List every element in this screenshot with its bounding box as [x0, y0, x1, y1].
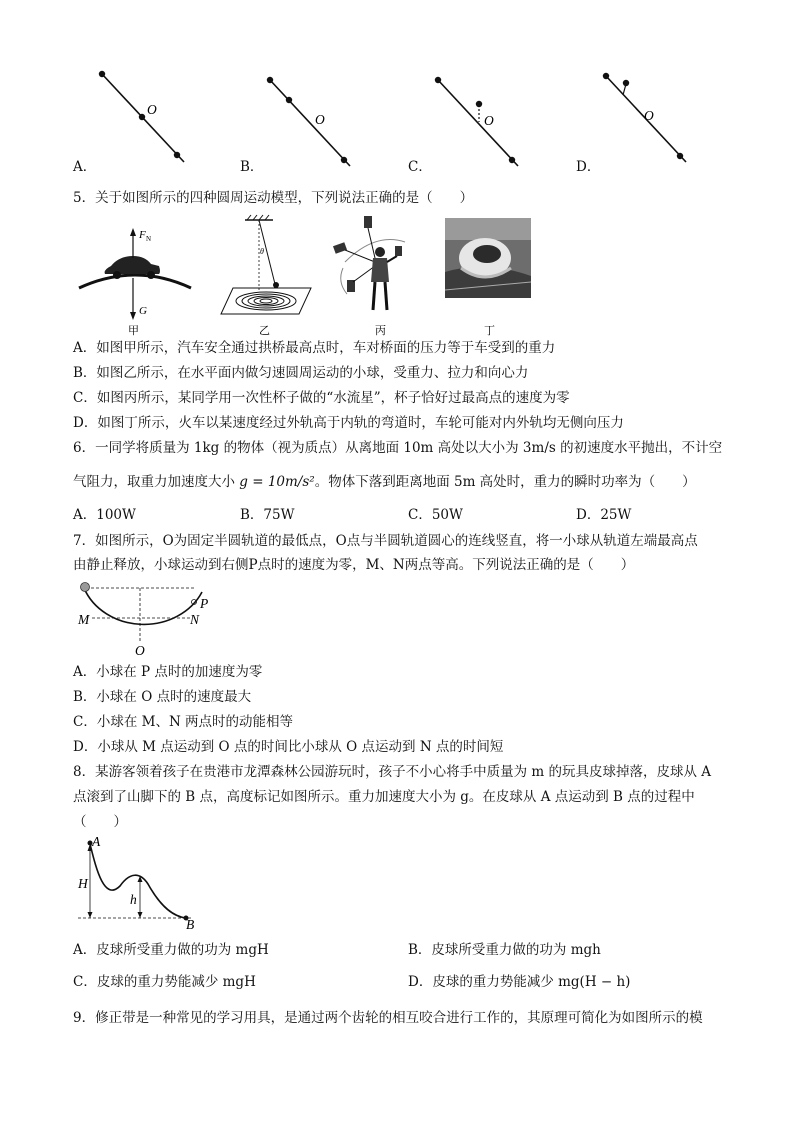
q5-figure-bing [333, 216, 405, 337]
q4-figure-a [99, 71, 184, 162]
q8-option-c: C．皮球的重力势能减少 mgH [73, 974, 256, 990]
q5-figures [75, 212, 545, 338]
q4-figure-c [435, 77, 518, 166]
q4-figure-d [603, 73, 686, 162]
svg-text:O: O [644, 108, 654, 123]
q5-option-c: C．如图丙所示，某同学用一次性杯子做的“水流星”，杯子恰好过最高点的速度为零 [73, 390, 570, 406]
svg-text:甲: 甲 [128, 325, 139, 337]
q8-option-d: D．皮球的重力势能减少 mg(H − h) [408, 974, 631, 990]
q7-option-b: B．小球在 O 点时的速度最大 [73, 689, 252, 705]
q5-figure-yi [221, 215, 311, 337]
q6-line-2-a: 气阻力，取重力加速度大小 [73, 474, 240, 490]
svg-text:乙: 乙 [259, 325, 270, 337]
q8-option-a: A．皮球所受重力做的功为 mgH [73, 942, 269, 958]
svg-text:H: H [78, 876, 88, 891]
q6-option-c: C．50W [408, 507, 463, 523]
q4-option-c-label: C． [408, 159, 432, 175]
svg-text:A: A [92, 834, 101, 849]
q8-line-1: 8．某游客领着孩子在贵港市龙潭森林公园游玩时，孩子不小心将手中质量为 m 的玩具皮球掉落，皮球从 A [73, 764, 712, 780]
q4-option-b-label: B． [240, 159, 264, 175]
q5-figure-ding [445, 218, 531, 337]
svg-text:O: O [484, 113, 494, 128]
q4-option-d-label: D． [576, 159, 601, 175]
q6-formula: g = 10m/s² [239, 474, 315, 490]
q8-line-2: 点滚到了山脚下的 B 点，高度标记如图所示。重力加速度大小为 g。在皮球从 A 点运动到 B 点的过程中 [73, 789, 695, 805]
q7-option-a: A．小球在 P 点时的加速度为零 [73, 664, 263, 680]
q7-line-1: 7．如图所示，O为固定半圆轨道的最低点，O点与半圆轨道圆心的连线竖直，将一小球从轨道左端最高点 [73, 533, 698, 549]
q6-option-a: A．100W [73, 507, 136, 523]
q4-figure-b [267, 77, 350, 166]
q4-figures [60, 62, 740, 182]
q8-option-b: B．皮球所受重力做的功为 mgh [408, 942, 601, 958]
svg-text:F: F [139, 229, 146, 241]
q6-option-d: D．25W [576, 507, 632, 523]
q7-figure [74, 580, 224, 656]
svg-text:h: h [130, 892, 137, 907]
svg-text:O: O [315, 112, 325, 127]
q6-line-1: 6．一同学将质量为 1kg 的物体（视为质点）从离地面 10m 高处以大小为 3m/s 的初速度水平抛出，不计空 [73, 440, 723, 456]
q5-option-a: A．如图甲所示，汽车安全通过拱桥最高点时，车对桥面的压力等于车受到的重力 [73, 340, 556, 356]
svg-text:丙: 丙 [375, 325, 386, 337]
q6-line-2 [73, 472, 696, 492]
svg-text:丁: 丁 [484, 325, 495, 337]
svg-text:G: G [139, 305, 147, 317]
q8-line-3: （ ） [73, 814, 127, 830]
q5-option-b: B．如图乙所示，在水平面内做匀速圆周运动的小球，受重力、拉力和向心力 [73, 365, 529, 381]
svg-text:O: O [135, 643, 145, 656]
svg-text:P: P [200, 596, 209, 611]
q7-option-c: C．小球在 M、N 两点时的动能相等 [73, 714, 294, 730]
q8-figure [74, 832, 204, 932]
q6-option-b: B．75W [240, 507, 295, 523]
svg-text:N: N [190, 612, 200, 627]
svg-text:M: M [78, 612, 90, 627]
svg-text:B: B [186, 917, 195, 932]
q5-option-d: D．如图丁所示，火车以某速度经过外轨高于内轨的弯道时，车轮可能对内外轨均无侧向压力 [73, 415, 624, 431]
q5-figure-jia [79, 228, 191, 337]
q7-line-2: 由静止释放，小球运动到右侧P点时的速度为零，M、N两点等高。下列说法正确的是（ ） [73, 557, 635, 573]
svg-text:O: O [147, 102, 157, 117]
q7-option-d: D．小球从 M 点运动到 O 点的时间比小球从 O 点运动到 N 点的时间短 [73, 739, 504, 755]
q6-line-2-b: 。物体下落到距离地面 5m 高处时，重力的瞬时功率为（ ） [314, 474, 696, 490]
q5-stem: 5．关于如图所示的四种圆周运动模型，下列说法正确的是（ ） [73, 190, 474, 206]
svg-text:θ: θ [260, 247, 264, 256]
svg-text:N: N [146, 235, 152, 243]
q4-option-a-label: A． [73, 159, 97, 175]
q9-line-1: 9．修正带是一种常见的学习用具，是通过两个齿轮的相互咬合进行工作的，其原理可简化为如图所示的模 [73, 1010, 703, 1026]
